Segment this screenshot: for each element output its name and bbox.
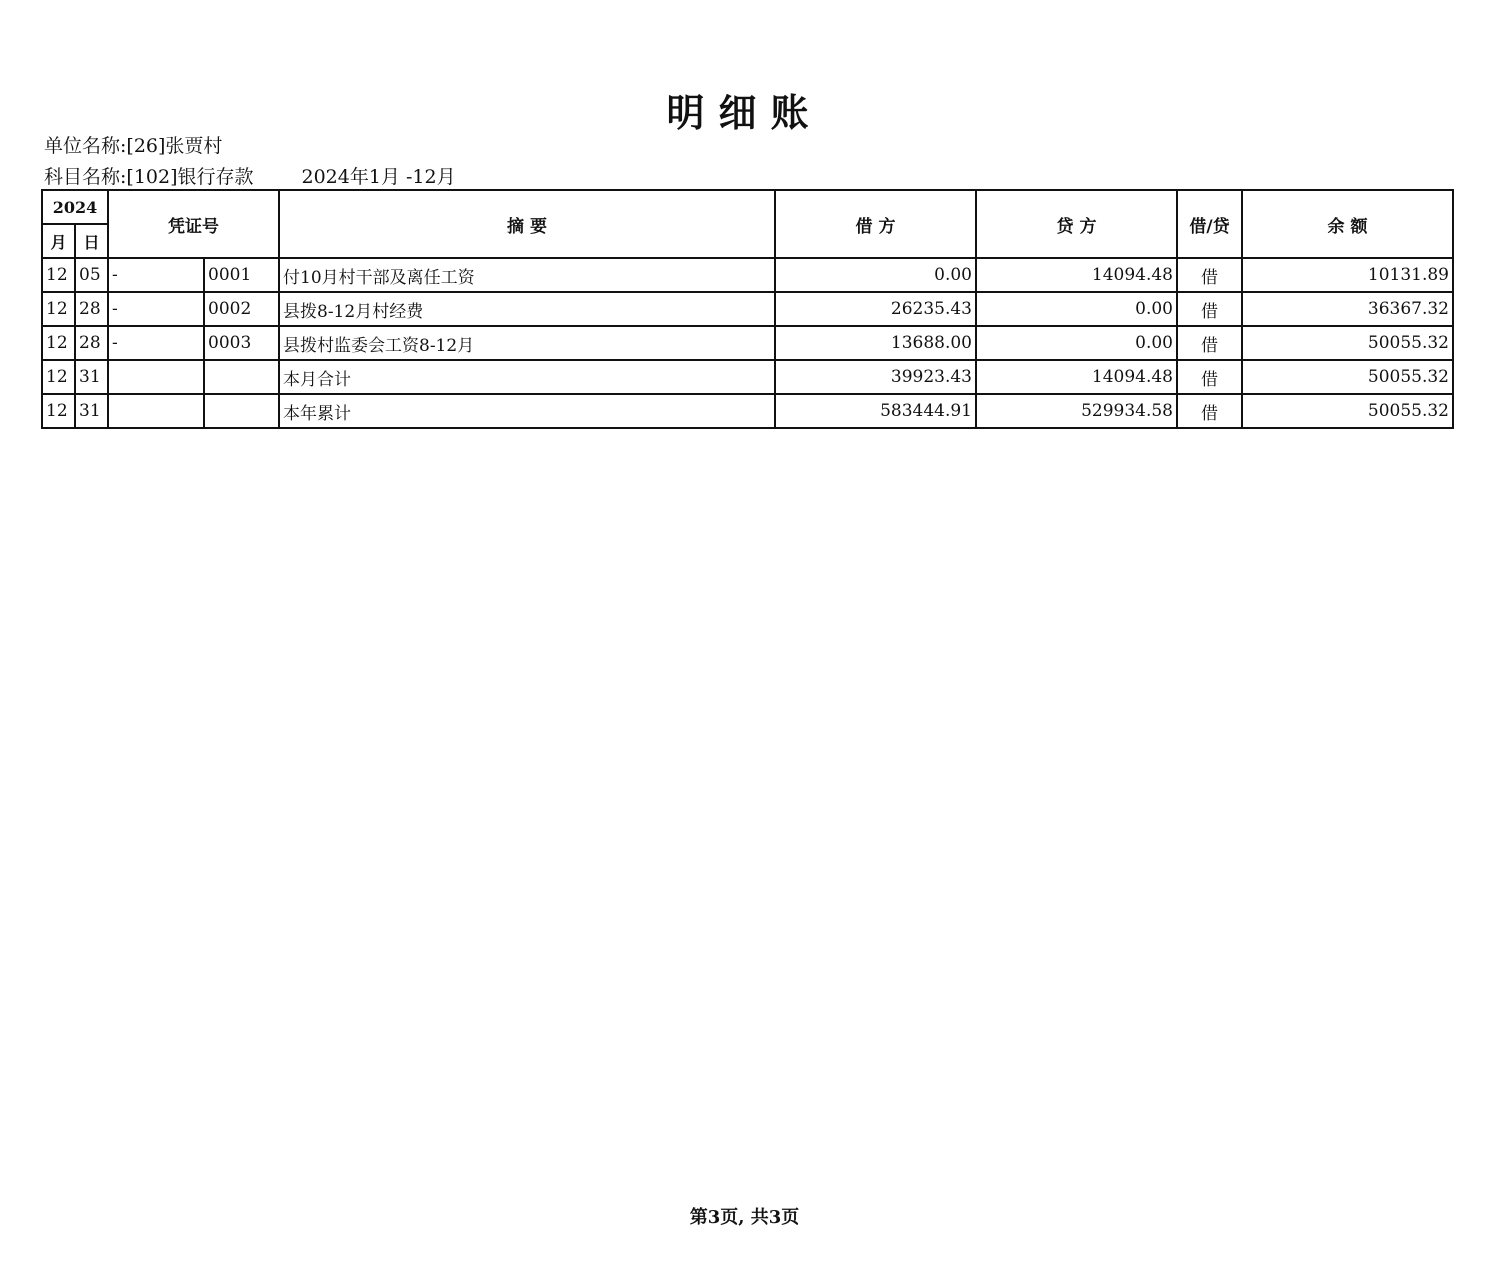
month-cell: 12 [42,258,75,292]
month-cell: 12 [42,394,75,428]
summary-cell: 付10月村干部及离任工资 [279,258,775,292]
day-header: 日 [75,224,108,258]
direction-header: 借/贷 [1177,190,1242,258]
voucher-prefix-cell [108,394,204,428]
voucher-number-cell: 0002 [204,292,279,326]
unit-name: 单位名称:[26]张贾村 [44,135,223,157]
table-row [42,292,1453,326]
credit-header: 贷 方 [976,190,1177,258]
header-row-top [42,190,1453,224]
credit-cell: 14094.48 [976,258,1177,292]
month-cell: 12 [42,292,75,326]
month-cell: 12 [42,360,75,394]
table-row [42,394,1453,428]
balance-cell: 10131.89 [1242,258,1453,292]
document-title: 明细账 [666,90,823,135]
day-cell: 31 [75,394,108,428]
summary-cell: 县拨8-12月村经费 [279,292,775,326]
direction-cell: 借 [1177,360,1242,394]
voucher-number-cell [204,394,279,428]
credit-cell: 14094.48 [976,360,1177,394]
day-cell: 05 [75,258,108,292]
voucher-number-cell [204,360,279,394]
debit-cell: 583444.91 [775,394,976,428]
credit-cell: 0.00 [976,292,1177,326]
subject-line [44,162,456,189]
credit-cell: 529934.58 [976,394,1177,428]
direction-cell: 借 [1177,292,1242,326]
balance-header: 余 额 [1242,190,1453,258]
ledger-table [41,189,1454,429]
day-cell: 28 [75,326,108,360]
direction-cell: 借 [1177,258,1242,292]
debit-cell: 0.00 [775,258,976,292]
table-row [42,258,1453,292]
direction-cell: 借 [1177,394,1242,428]
day-cell: 28 [75,292,108,326]
debit-cell: 39923.43 [775,360,976,394]
table-row [42,326,1453,360]
balance-cell: 50055.32 [1242,360,1453,394]
debit-cell: 13688.00 [775,326,976,360]
credit-cell: 0.00 [976,326,1177,360]
voucher-number-cell: 0001 [204,258,279,292]
balance-cell: 50055.32 [1242,326,1453,360]
table-row [42,360,1453,394]
voucher-number-cell: 0003 [204,326,279,360]
voucher-prefix-cell: - [108,258,204,292]
subject-name: 科目名称:[102]银行存款 [44,166,254,188]
summary-cell: 本月合计 [279,360,775,394]
day-cell: 31 [75,360,108,394]
year-header: 2024 [42,190,108,224]
voucher-prefix-cell [108,360,204,394]
voucher-prefix-cell: - [108,292,204,326]
voucher-header: 凭证号 [108,190,279,258]
debit-cell: 26235.43 [775,292,976,326]
balance-cell: 36367.32 [1242,292,1453,326]
month-header: 月 [42,224,75,258]
summary-header: 摘 要 [279,190,775,258]
summary-cell: 县拨村监委会工资8-12月 [279,326,775,360]
page-footer: 第3页, 共3页 [689,1207,800,1228]
voucher-prefix-cell: - [108,326,204,360]
debit-header: 借 方 [775,190,976,258]
direction-cell: 借 [1177,326,1242,360]
period: 2024年1月 -12月 [301,166,456,188]
month-cell: 12 [42,326,75,360]
summary-cell: 本年累计 [279,394,775,428]
balance-cell: 50055.32 [1242,394,1453,428]
